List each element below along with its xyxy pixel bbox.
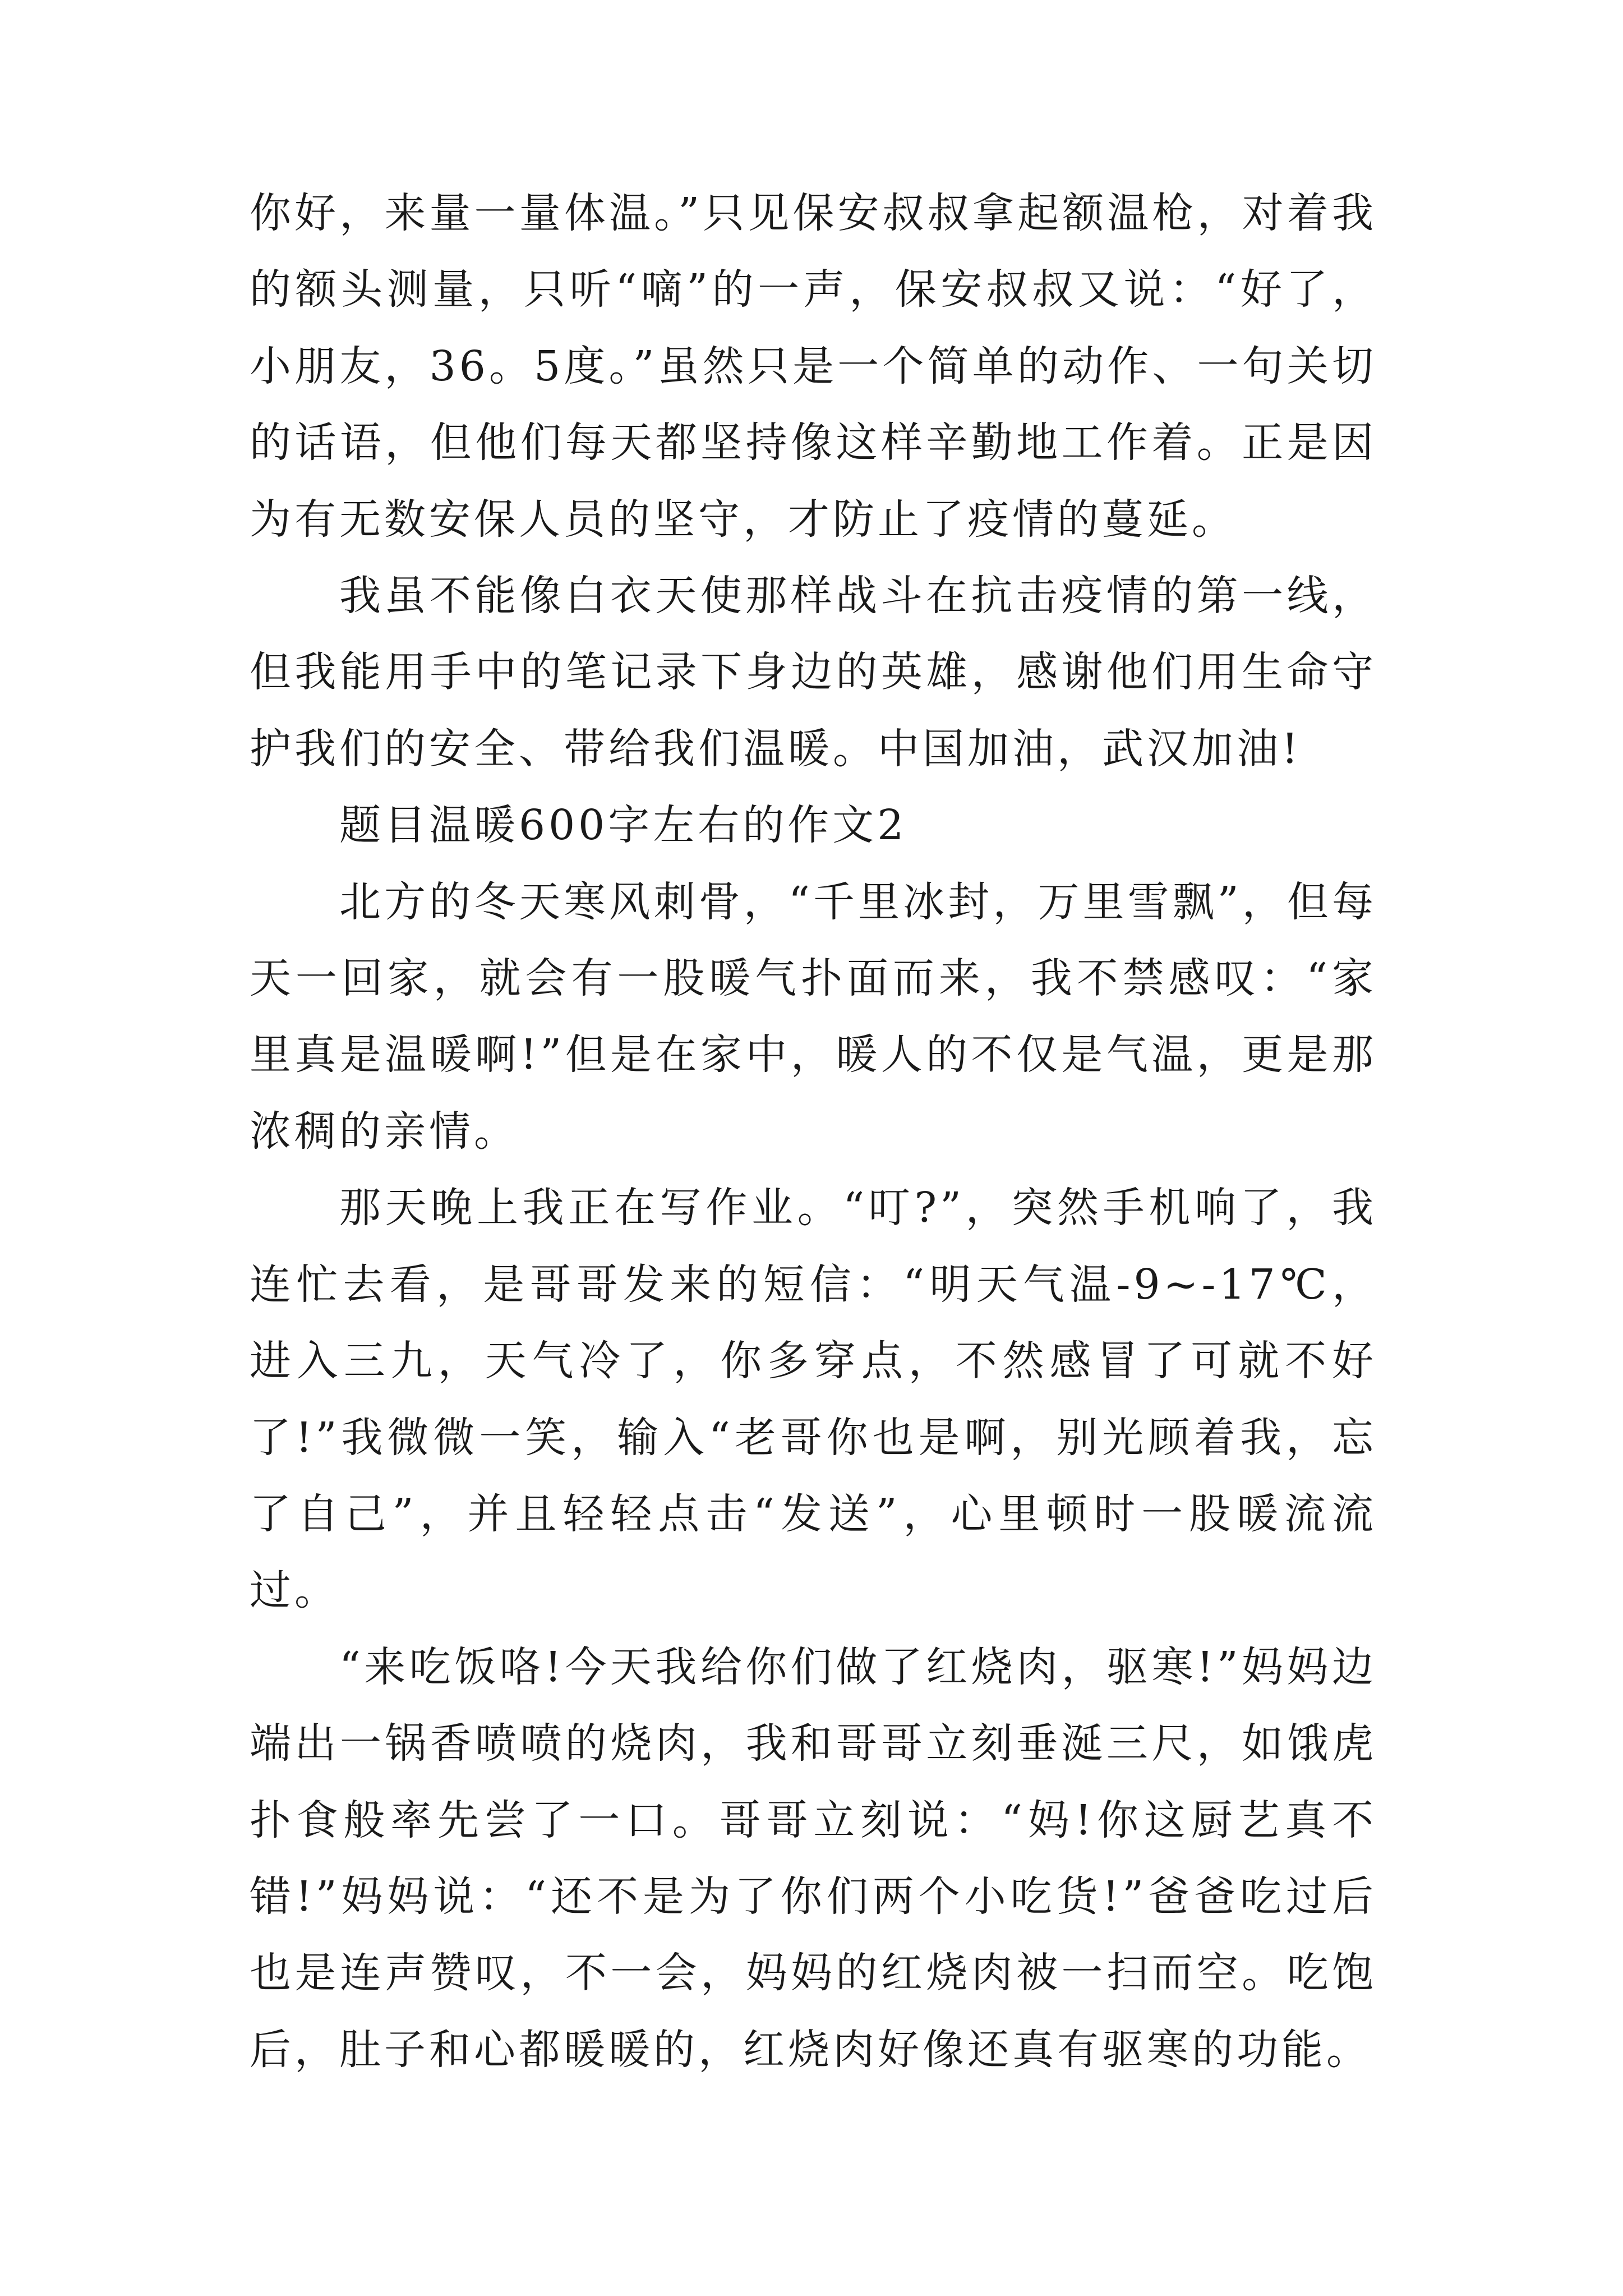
paragraph: “来吃饭咯!今天我给你们做了红烧肉，驱寒!”妈妈边端出一锅香喷喷的烧肉，我和哥哥立刻垂涎三尺，如饿虎扑食般率先尝了一口。哥哥立刻说：“妈!你这厨艺真不错!”妈妈说：“还不是为了你们两个小吃货!”爸爸吃过后也是连声赞叹，不一会，妈妈的红烧肉被一扫而空。吃饱后，肚子和心都暖暖的，红烧肉好像还真有驱寒的功能。 <box>250 1642 1377 2074</box>
essay-title: 题目温暖600字左右的作文2 <box>339 801 907 850</box>
paragraph: 北方的冬天寒风刺骨，“千里冰封，万里雪飘”，但每天一回家，就会有一股暖气扑面而来，我不禁感叹：“家里真是温暖啊!”但是在家中，暖人的不仅是气温，更是那浓稠的亲情。 <box>250 877 1377 1156</box>
document-body <box>250 175 1377 2088</box>
paragraph: 我虽不能像白衣天使那样战斗在抗击疫情的第一线，但我能用手中的笔记录下身边的英雄，感谢他们用生命守护我们的安全、带给我们温暖。中国加油，武汉加油! <box>250 572 1377 773</box>
paragraph: 你好，来量一量体温。”只见保安叔叔拿起额温枪，对着我的额头测量，只听“嘀”的一声，保安叔叔又说：“好了，小朋友，36。5度。”虽然只是一个简单的动作、一句关切的话语，但他们每天都坚持像这样辛勤地工作着。正是因为有无数安保人员的坚守，才防止了疫情的蔓延。 <box>250 189 1377 544</box>
paragraph: 那天晚上我正在写作业。“叮?”，突然手机响了，我连忙去看，是哥哥发来的短信：“明天气温-9~-17℃，进入三九，天气冷了，你多穿点，不然感冒了可就不好了!”我微微一笑，输入“老哥你也是啊，别光顾着我，忘了自己”，并且轻轻点击“发送”，心里顿时一股暖流流过。 <box>250 1184 1377 1615</box>
